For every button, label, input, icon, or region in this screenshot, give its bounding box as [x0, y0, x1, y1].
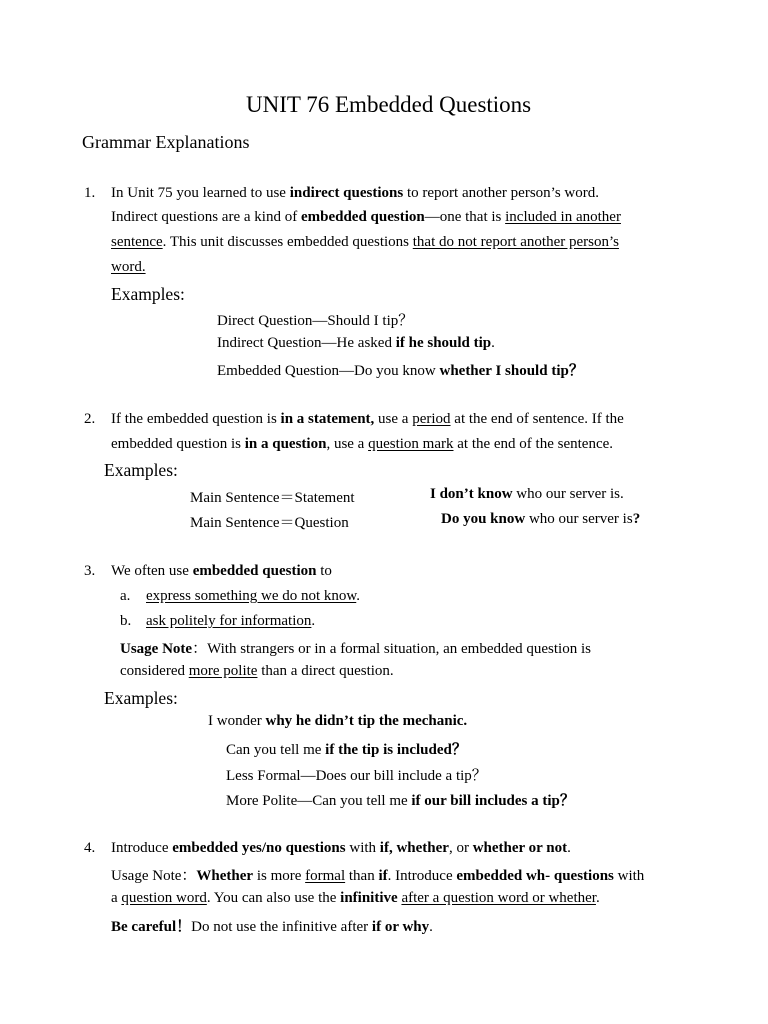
s1-example-direct: Direct Question—Should I tip？ [217, 313, 414, 329]
s3-line-1: We often use embedded question to [111, 563, 332, 579]
s1-example-indirect: Indirect Question—He asked if he should tip. [217, 335, 495, 351]
s4-line-4: Be careful！Do not use the infinitive after if or why. [111, 919, 433, 935]
s4-line-3: a question word. You can also use the infinitive after a question word or whether. [111, 890, 600, 906]
s3-item-b-letter: b. [120, 613, 132, 629]
s3-example-3: Less Formal—Does our bill include a tip？ [226, 768, 487, 784]
s2-row-1-example: I don’t know who our server is. [430, 486, 624, 502]
page-title: UNIT 76 Embedded Questions [246, 92, 532, 117]
examples-label-3: Examples: [104, 688, 178, 708]
s3-example-1: I wonder why he didn’t tip the mechanic. [208, 713, 468, 729]
s2-line-2: embedded question is in a question, use a question mark at the end of the sentence. [111, 436, 614, 452]
s1-line-3: sentence. This unit discusses embedded questions that do not report another person’s [111, 234, 619, 250]
s1-line-4: word. [111, 259, 146, 275]
s3-item-a-letter: a. [120, 588, 131, 604]
s1-line-1: In Unit 75 you learned to use indirect questions to report another person’s word. [111, 185, 600, 201]
item-number-4: 4. [84, 840, 96, 856]
s2-line-1: If the embedded question is in a statement, use a period at the end of sentence. If the [111, 411, 624, 427]
examples-label-1: Examples: [111, 284, 185, 304]
s3-item-b: ask politely for information. [146, 613, 316, 629]
s3-example-2: Can you tell me if the tip is included？ [226, 742, 467, 758]
item-number-1: 1. [84, 185, 96, 201]
s3-example-4: More Polite—Can you tell me if our bill includes a tip？ [226, 793, 575, 809]
item-number-3: 3. [84, 563, 96, 579]
s2-row-2-label: Main Sentence＝Question [190, 515, 349, 531]
section-heading: Grammar Explanations [82, 132, 250, 152]
s3-item-a: express something we do not know. [146, 588, 360, 604]
s2-row-2-example: Do you know who our server is? [441, 511, 641, 527]
s2-row-1-label: Main Sentence＝Statement [190, 490, 355, 506]
s3-usage-note-1: Usage Note：With strangers or in a formal situation, an embedded question is [120, 641, 591, 657]
s4-line-1: Introduce embedded yes/no questions with if, whether, or whether or not. [111, 840, 571, 856]
s1-example-embedded: Embedded Question—Do you know whether I should tip？ [217, 363, 584, 379]
s4-line-2: Usage Note：Whether is more formal than if. Introduce embedded wh- questions with [111, 868, 645, 884]
examples-label-2: Examples: [104, 460, 178, 480]
s1-line-2: Indirect questions are a kind of embedded question—one that is included in another [111, 209, 621, 225]
item-number-2: 2. [84, 411, 96, 427]
s3-usage-note-2: considered more polite than a direct question. [120, 663, 394, 679]
